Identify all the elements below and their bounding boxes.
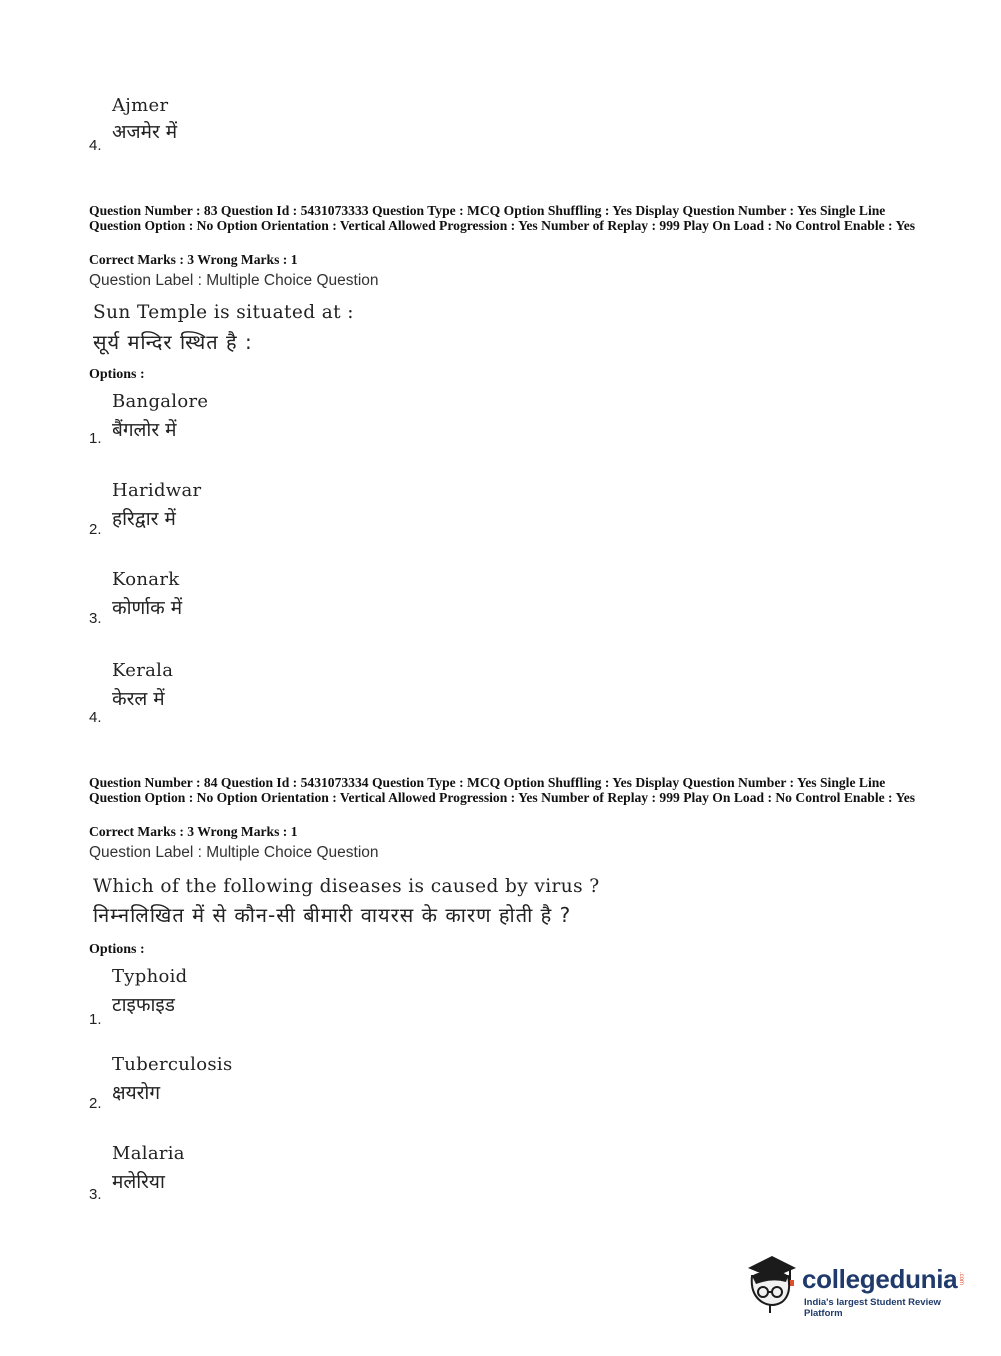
option-number: 3.	[89, 610, 102, 627]
question-84-meta: Question Number : 84 Question Id : 5431073334 Question Type : MCQ Option Shuffling : Yes Display Question Number : Yes Single Line Question Option : No Option Orientation : Vertical Allowed Progression : Yes Number of Replay : 999 Play On Load : No Control Enable : Yes	[89, 775, 916, 805]
question-84-label: Question Label : Multiple Choice Question	[89, 844, 379, 861]
option-english: Konark	[112, 569, 180, 590]
collegedunia-logo	[742, 1250, 972, 1318]
option-english: Kerala	[112, 660, 174, 681]
option-number: 2.	[89, 1095, 102, 1112]
logo-domain-suffix: .com	[958, 1272, 964, 1286]
question-83-meta: Question Number : 83 Question Id : 5431073333 Question Type : MCQ Option Shuffling : Yes Display Question Number : Yes Single Line Question Option : No Option Orientation : Vertical Allowed Progression : Yes Number of Replay : 999 Play On Load : No Control Enable : Yes	[89, 203, 916, 233]
option-hindi: हरिद्वार में	[112, 508, 176, 530]
mascot-graduate-icon	[742, 1250, 800, 1314]
option-number: 1.	[89, 1011, 102, 1028]
logo-wordmark: collegedunia	[802, 1264, 958, 1294]
option-english: Tuberculosis	[112, 1054, 233, 1075]
option-hindi: केरल में	[112, 688, 165, 710]
logo-tagline: India's largest Student Review Platform	[804, 1297, 941, 1319]
prev-option-4-number: 4.	[89, 137, 102, 154]
option-hindi: क्षयरोग	[112, 1082, 161, 1104]
option-english: Malaria	[112, 1143, 185, 1164]
option-number: 2.	[89, 521, 102, 538]
question-83-marks: Correct Marks : 3 Wrong Marks : 1	[89, 252, 298, 267]
prev-option-4-hindi: अजमेर में	[112, 121, 178, 143]
option-hindi: टाइफाइड	[112, 994, 175, 1016]
question-84-text-hindi: निम्नलिखित में से कौन-सी बीमारी वायरस के कारण होती है ?	[93, 903, 572, 927]
prev-option-4-english: Ajmer	[112, 95, 169, 116]
question-83-label: Question Label : Multiple Choice Question	[89, 272, 379, 289]
question-84-marks: Correct Marks : 3 Wrong Marks : 1	[89, 824, 298, 839]
option-english: Haridwar	[112, 480, 202, 501]
option-hindi: मलेरिया	[112, 1171, 165, 1193]
question-84-text-english: Which of the following diseases is caused by virus ?	[93, 876, 600, 897]
option-number: 3.	[89, 1186, 102, 1203]
question-83-text-hindi: सूर्य मन्दिर स्थित है :	[93, 330, 253, 354]
option-number: 1.	[89, 430, 102, 447]
option-english: Typhoid	[112, 966, 188, 987]
question-83-options-label: Options :	[89, 367, 145, 382]
option-hindi: कोर्णाक में	[112, 597, 183, 619]
question-84-options-label: Options :	[89, 942, 145, 957]
option-hindi: बैंगलोर में	[112, 419, 177, 441]
option-number: 4.	[89, 709, 102, 726]
option-english: Bangalore	[112, 391, 209, 412]
question-83-text-english: Sun Temple is situated at :	[93, 302, 354, 323]
